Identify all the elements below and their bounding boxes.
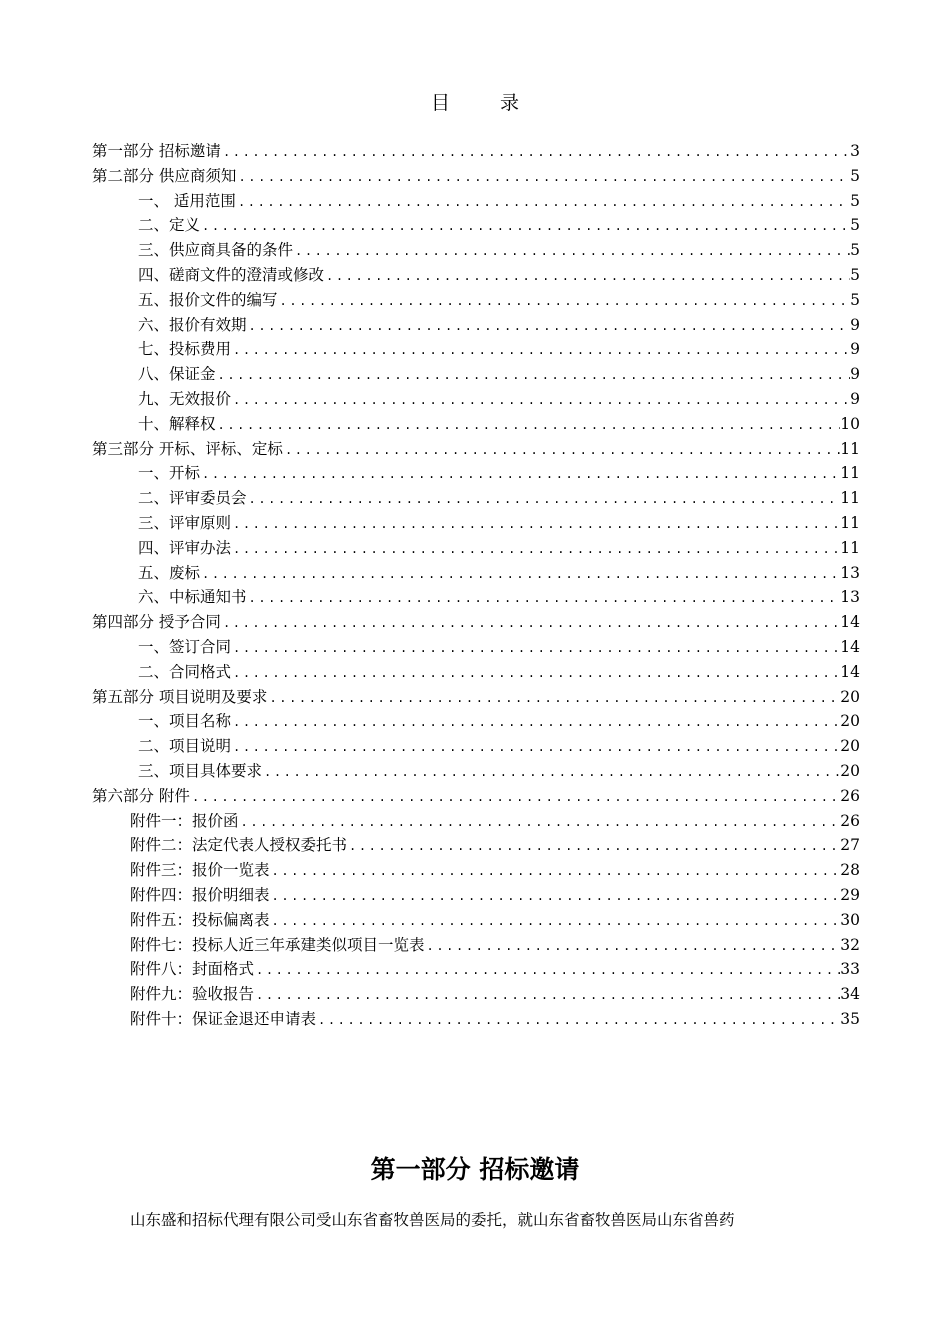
toc-entry-label: 附件七：投标人近三年承建类似项目一览表 <box>130 935 425 954</box>
toc-entry-label: 第三部分 开标、评标、定标 <box>92 439 283 458</box>
toc-entry-page: 20 <box>840 737 860 756</box>
toc-dot-leader <box>247 487 841 512</box>
toc-entry-label: 九、无效报价 <box>138 389 232 408</box>
toc-entry-page: 11 <box>840 513 860 532</box>
toc-entry-page: 13 <box>840 588 860 607</box>
toc-entry-page: 34 <box>840 985 860 1004</box>
toc-entry-label: 二、项目说明 <box>138 737 232 756</box>
toc-entry-page: 35 <box>840 1009 860 1028</box>
toc-entry-label: 附件二：法定代表人授权委托书 <box>130 836 348 855</box>
toc-entry-label: 一、签订合同 <box>138 637 232 656</box>
toc-dot-leader <box>216 413 841 438</box>
toc-entry[interactable] <box>92 238 860 263</box>
toc-entry[interactable] <box>92 412 860 437</box>
toc-entry-page: 9 <box>850 365 860 384</box>
toc-entry[interactable] <box>92 660 860 685</box>
toc-entry[interactable] <box>92 982 860 1007</box>
toc-entry-label: 四、评审办法 <box>138 538 232 557</box>
toc-entry[interactable] <box>92 833 860 858</box>
toc-entry-page: 5 <box>850 166 860 185</box>
toc-entry-page: 20 <box>840 712 860 731</box>
toc-entry-page: 14 <box>840 613 860 632</box>
toc-dot-leader <box>221 140 850 165</box>
toc-entry-label: 附件四：报价明细表 <box>130 885 270 904</box>
toc-entry[interactable] <box>92 585 860 610</box>
toc-entry-page: 11 <box>840 538 860 557</box>
toc-entry[interactable] <box>92 461 860 486</box>
toc-entry-label: 三、项目具体要求 <box>138 761 263 780</box>
toc-entry-page: 20 <box>840 687 860 706</box>
toc-entry-label: 八、保证金 <box>138 365 216 384</box>
toc-entry-page: 9 <box>850 315 860 334</box>
toc-entry[interactable] <box>92 362 860 387</box>
toc-entry[interactable] <box>92 610 860 635</box>
toc-entry-page: 5 <box>850 265 860 284</box>
toc-dot-leader <box>278 289 851 314</box>
toc-dot-leader <box>247 314 851 339</box>
toc-entry-label: 三、评审原则 <box>138 513 232 532</box>
toc-entry[interactable] <box>92 536 860 561</box>
toc-entry[interactable] <box>92 213 860 238</box>
toc-dot-leader <box>216 363 851 388</box>
toc-entry[interactable] <box>92 189 860 214</box>
toc-dot-leader <box>231 710 840 735</box>
toc-entry[interactable] <box>92 288 860 313</box>
toc-entry-label: 附件一：报价函 <box>130 811 239 830</box>
toc-dot-leader <box>283 438 840 463</box>
toc-entry-page: 3 <box>850 142 860 160</box>
toc-entry[interactable] <box>92 685 860 710</box>
toc-entry-page: 32 <box>840 935 860 954</box>
toc-entry-page: 20 <box>840 761 860 780</box>
toc-dot-leader <box>270 859 841 884</box>
toc-entry-page: 11 <box>840 439 860 458</box>
toc-entry[interactable] <box>92 784 860 809</box>
toc-entry-label: 六、中标通知书 <box>138 588 247 607</box>
toc-dot-leader <box>239 810 841 835</box>
toc-entry[interactable] <box>92 635 860 660</box>
toc-entry-label: 二、评审委员会 <box>138 489 247 508</box>
toc-entry[interactable] <box>92 933 860 958</box>
toc-dot-leader <box>190 785 840 810</box>
toc-entry-page: 27 <box>840 836 860 855</box>
toc-dot-leader <box>200 214 850 239</box>
toc-entry-label: 第二部分 供应商须知 <box>92 166 237 185</box>
toc-dot-leader <box>231 388 850 413</box>
toc-entry-page: 13 <box>840 563 860 582</box>
toc-dot-leader <box>254 983 840 1008</box>
toc-dot-leader <box>267 686 840 711</box>
toc-entry-page: 29 <box>840 885 860 904</box>
toc-entry-label: 五、废标 <box>138 563 201 582</box>
toc-entry-label: 第一部分 招标邀请 <box>92 142 221 160</box>
toc-entry[interactable] <box>92 486 860 511</box>
toc-entry-page: 5 <box>850 241 860 260</box>
toc-dot-leader <box>231 512 840 537</box>
toc-dot-leader <box>425 934 841 959</box>
toc-entry-label: 二、定义 <box>138 216 201 235</box>
toc-entry-label: 十、解释权 <box>138 414 216 433</box>
toc-entry-label: 六、报价有效期 <box>138 315 247 334</box>
toc-entry[interactable] <box>92 908 860 933</box>
section-heading: 第一部分 招标邀请 <box>370 1155 580 1184</box>
toc-dot-leader <box>221 611 840 636</box>
toc-dot-leader <box>254 958 840 983</box>
toc-entry-page: 11 <box>840 464 860 483</box>
toc-entry[interactable] <box>92 139 860 164</box>
toc-entry[interactable] <box>92 858 860 883</box>
toc-entry-label: 三、供应商具备的条件 <box>138 241 294 260</box>
toc-entry-page: 14 <box>840 637 860 656</box>
toc-entry-label: 七、投标费用 <box>138 340 232 359</box>
toc-entry-page: 33 <box>840 960 860 979</box>
toc-entry-label: 一、项目名称 <box>138 712 232 731</box>
toc-entry-label: 四、磋商文件的澄清或修改 <box>138 265 325 284</box>
toc-entry-label: 二、合同格式 <box>138 662 232 681</box>
toc-dot-leader <box>231 735 840 760</box>
toc-entry[interactable] <box>92 883 860 908</box>
toc-entry-page: 5 <box>850 290 860 309</box>
toc-entry[interactable] <box>92 809 860 834</box>
toc-entry[interactable] <box>92 709 860 734</box>
toc-entry-page: 30 <box>840 910 860 929</box>
toc-entry[interactable] <box>92 1007 860 1032</box>
toc-dot-leader <box>231 661 840 686</box>
toc-entry[interactable] <box>92 957 860 982</box>
toc-entry[interactable] <box>92 437 860 462</box>
toc-entry-label: 附件八：封面格式 <box>130 960 255 979</box>
toc-entry[interactable] <box>92 337 860 362</box>
toc-entry-page: 9 <box>850 389 860 408</box>
toc-entry[interactable] <box>92 164 860 189</box>
toc-entry-label: 五、报价文件的编写 <box>138 290 278 309</box>
toc-dot-leader <box>293 239 850 264</box>
toc-entry[interactable] <box>92 511 860 536</box>
toc-entry-page: 26 <box>840 811 860 830</box>
toc-entry[interactable] <box>92 263 860 288</box>
toc-entry-page: 11 <box>840 489 860 508</box>
body-paragraph: 山东盛和招标代理有限公司受山东省畜牧兽医局的委托，就山东省畜牧兽医局山东省兽药 <box>130 1211 735 1229</box>
toc-dot-leader <box>324 264 850 289</box>
toc-dot-leader <box>200 462 840 487</box>
toc-dot-leader <box>231 338 850 363</box>
toc-dot-leader <box>347 834 840 859</box>
table-of-contents <box>92 139 860 1032</box>
toc-entry-page: 26 <box>840 786 860 805</box>
toc-entry[interactable] <box>92 759 860 784</box>
toc-entry-label: 附件九：验收报告 <box>130 985 255 1004</box>
toc-dot-leader <box>270 884 841 909</box>
toc-entry-page: 5 <box>850 191 860 210</box>
toc-entry[interactable] <box>92 734 860 759</box>
toc-entry-page: 9 <box>850 340 860 359</box>
toc-entry-label: 第五部分 项目说明及要求 <box>92 687 268 706</box>
toc-title: 目 录 <box>430 92 542 114</box>
toc-dot-leader <box>316 1008 840 1033</box>
toc-entry-page: 10 <box>840 414 860 433</box>
toc-entry-page: 28 <box>840 861 860 880</box>
toc-entry-label: 第六部分 附件 <box>92 786 190 805</box>
toc-entry-label: 附件三：报价一览表 <box>130 861 270 880</box>
toc-entry-label: 一、开标 <box>138 464 201 483</box>
toc-dot-leader <box>262 760 840 785</box>
toc-entry-label: 一、 适用范围 <box>138 191 236 210</box>
toc-dot-leader <box>247 586 841 611</box>
toc-entry-label: 第四部分 授予合同 <box>92 613 221 632</box>
toc-dot-leader <box>231 537 840 562</box>
toc-entry[interactable] <box>92 387 860 412</box>
toc-dot-leader <box>231 636 840 661</box>
toc-entry-page: 14 <box>840 662 860 681</box>
toc-entry-label: 附件五：投标偏离表 <box>130 910 270 929</box>
toc-dot-leader <box>236 165 850 190</box>
toc-entry[interactable] <box>92 313 860 338</box>
toc-dot-leader <box>236 190 850 215</box>
toc-entry[interactable] <box>92 561 860 586</box>
toc-entry-page: 5 <box>850 216 860 235</box>
toc-entry-label: 附件十：保证金退还申请表 <box>130 1009 317 1028</box>
toc-dot-leader <box>200 562 840 587</box>
toc-dot-leader <box>270 909 841 934</box>
